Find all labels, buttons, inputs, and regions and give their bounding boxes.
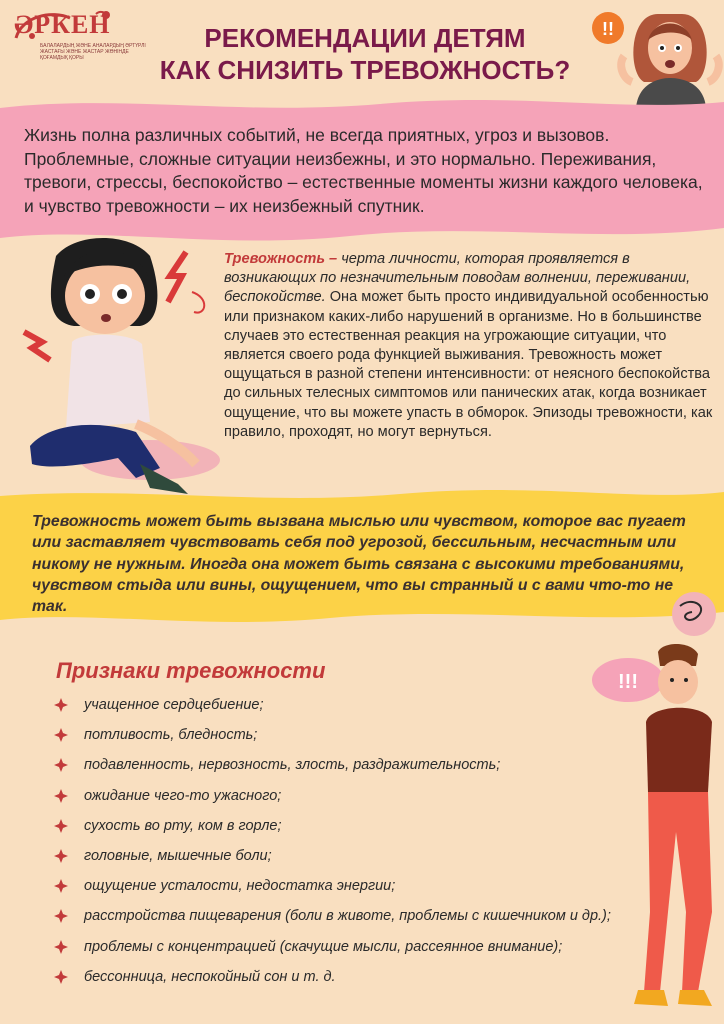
star-bullet-icon [54, 698, 68, 712]
list-item [54, 692, 674, 722]
list-item-text: подавленность, нервозность, злость, раздражительность; [84, 757, 501, 774]
star-bullet-icon [54, 728, 68, 742]
list-item-text: ожидание чего-то ужасного; [84, 787, 282, 804]
list-item [54, 843, 674, 873]
definition-text [224, 250, 716, 442]
definition-term: Тревожность – [224, 251, 338, 267]
list-item-text: учащенное сердцебиение; [84, 697, 264, 713]
page-title [130, 22, 600, 86]
list-item [54, 783, 674, 813]
list-item-text: потливость, бледность; [84, 727, 258, 744]
list-item [54, 903, 674, 933]
list-item [54, 813, 674, 843]
list-item-text: сухость во рту, ком в горле; [84, 817, 282, 834]
title-line-1: РЕКОМЕНДАЦИИ ДЕТЯМ [204, 23, 526, 53]
star-bullet-icon [54, 909, 68, 923]
alert-badge-text: !! [602, 19, 614, 39]
lightning-icon [24, 332, 50, 360]
list-item [54, 873, 674, 903]
title-line-2: КАК СНИЗИТЬ ТРЕВОЖНОСТЬ? [159, 55, 571, 85]
list-item-text: проблемы с концентрацией (скачущие мысли, рассеянное внимание); [84, 938, 563, 955]
sitting-girl-illustration [10, 232, 222, 500]
cause-text: Тревожность может быть вызвана мыслью или чувством, которое вас пугает или заставляет чувствовать себя под угрозой, бессильным, несчастным или никому не нужным. Иногда она может быть связана с высокими требованиями, чувством стыда или вины, ощущением, что вы странный и с вами что-то не так. [32, 513, 686, 616]
list-item [54, 752, 674, 782]
star-bullet-icon [54, 879, 68, 893]
signs-title: Признаки тревожности [56, 658, 326, 683]
lightning-icon [168, 252, 186, 302]
shout-bubble-text: !!! [618, 671, 638, 693]
list-item-text: расстройства пищеварения (боли в животе, проблемы с кишечником и др.); [84, 908, 611, 925]
star-bullet-icon [54, 758, 68, 772]
list-item-text: ощущение усталости, недостатка энергии; [84, 878, 396, 895]
star-bullet-icon [54, 849, 68, 863]
star-bullet-icon [54, 940, 68, 954]
logo-subtitle: БАЛАЛАРДЫҢ ЖӘНЕ АНАЛАРДЫҢ ӘРТҮРЛІ ЖАСТАҒЫ ЖӘНЕ ЖАСТАР ЖӨНІНДЕ ҚОҒАМДЫҚ ҚОРЫ [40, 43, 146, 61]
star-bullet-icon [54, 970, 68, 984]
logo-wordmark: ӘРКЕН [14, 10, 111, 39]
list-item-text: бессонница, неспокойный сон и т. д. [84, 968, 336, 985]
intro-text: Жизнь полна различных событий, не всегда приятных, угроз и вызовов. Проблемные, сложные ситуации неизбежны, и это нормально. Переживания, тревоги, стрессы, беспокойство – естественные моменты жизни каждого человека, и чувство тревожности – их неизбежный спутник. [24, 125, 703, 216]
signs-list [54, 692, 674, 994]
list-item [54, 934, 674, 964]
definition-lead: черта личности, которая проявляется в возникающих по незначительным поводам волнении, переживании, беспокойстве. [224, 251, 691, 306]
star-bullet-icon [54, 819, 68, 833]
list-item [54, 964, 674, 994]
list-item [54, 722, 674, 752]
definition-body: Она может быть просто индивидуальной особенностью или признаком каких-либо нарушений в организме. Но в большинстве случаев это естественная реакция на угрожающие ситуации, что является своего рода функцией выживания. Тревожность может ощущаться в разной степени интенсивности: от неясного беспокойства до сильных телесных симптомов или панических атак, когда возникает ощущение, что вы можете упасть в обморок. Эпизоды тревожности, как правило, проходят, но могут вернуться. [224, 289, 713, 440]
list-item-text: головные, мышечные боли; [84, 847, 272, 864]
worried-girl-illustration [588, 4, 724, 108]
star-bullet-icon [54, 789, 68, 803]
